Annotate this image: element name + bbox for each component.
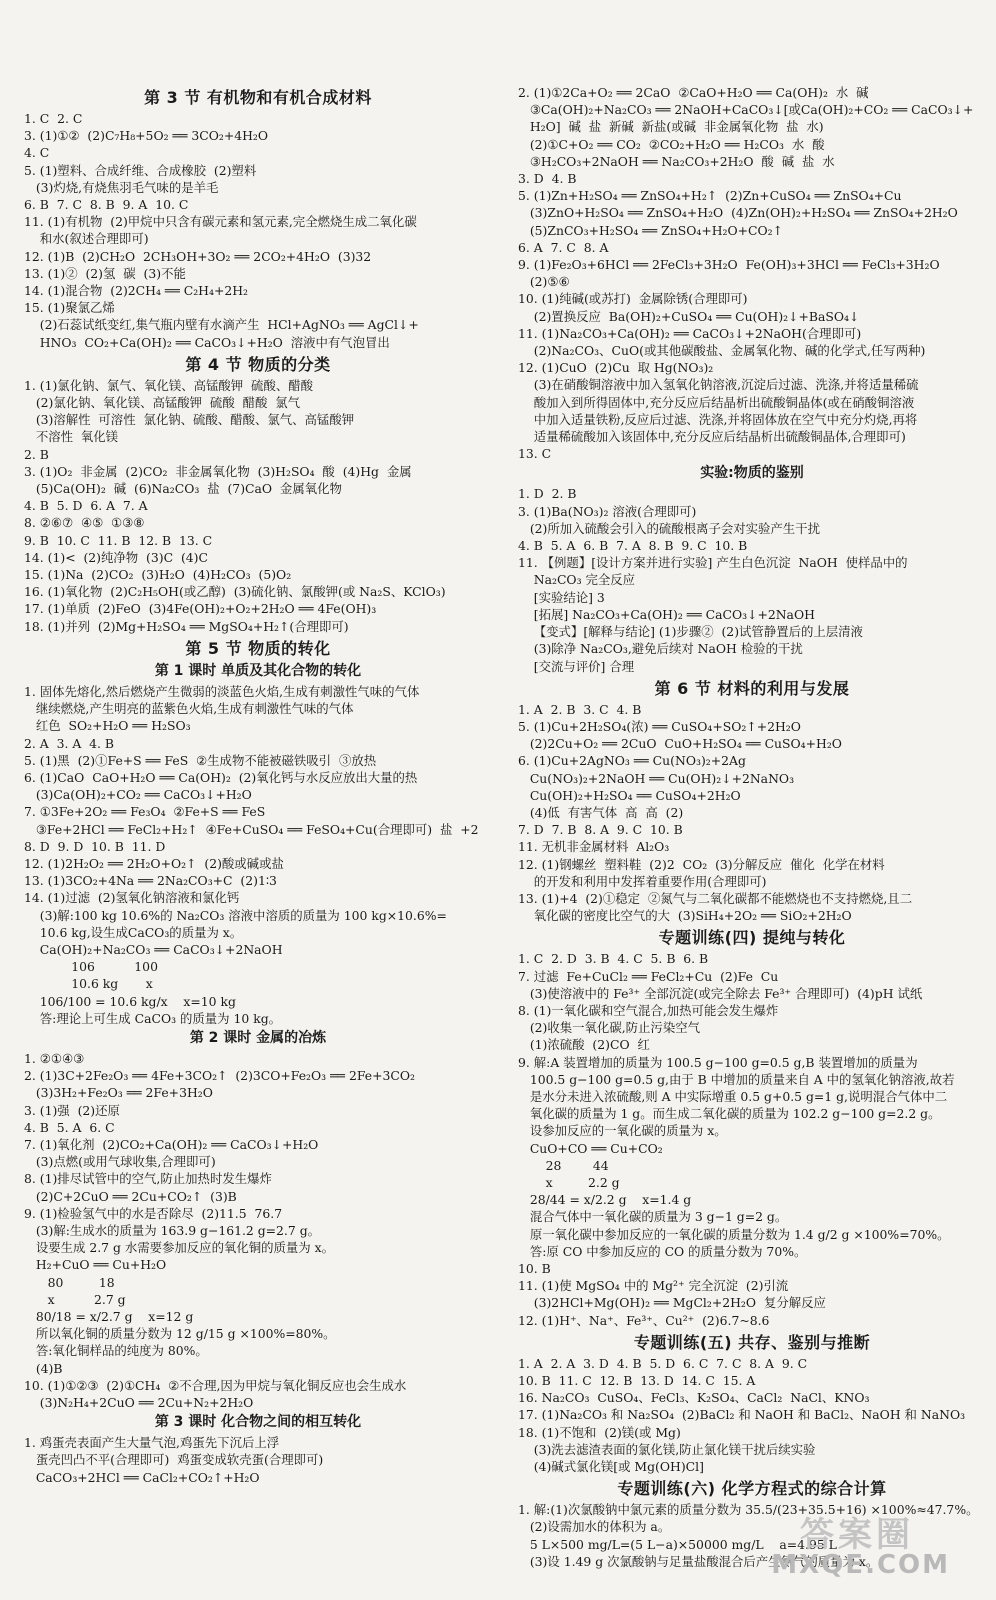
answer-line: 16. (1)氧化物 (2)C₂H₅OH(或乙醇) (3)硫化钠、氯酸钾(或 Na₂S、KClO₃): [24, 584, 446, 600]
answer-line: 的开发和利用中发挥着重要作用(合理即可): [518, 873, 767, 889]
answer-line: Cu(OH)₂+H₂SO₄ ══ CuSO₄+2H₂O: [518, 787, 741, 803]
answer-line: (2)氯化钠、氧化镁、高锰酸钾 硫酸 醋酸 氯气: [24, 395, 301, 411]
answer-line: 1. C 2. D 3. B 4. C 5. B 6. B: [518, 951, 709, 967]
answer-line: 所以氧化铜的质量分数为 12 g/15 g ×100%=80%。: [24, 1326, 336, 1342]
answer-line: 12. (1)钢螺丝 塑料鞋 (2)2 CO₂ (3)分解反应 催化 化学在材料: [518, 856, 885, 872]
answer-line: 1. A 2. B 3. C 4. B: [518, 701, 642, 717]
answer-line: 中加入适量铁粉,反应后过滤、洗涤,并将固体放在空气中充分灼烧,再将: [518, 411, 918, 427]
answer-line: 1. 固体先熔化,然后燃烧产生微弱的淡蓝色火焰,生成有刺激性气味的气体: [24, 683, 420, 699]
answer-line: 17. (1)Na₂CO₃ 和 Na₂SO₄ (2)BaCl₂ 和 NaOH 和 BaCl₂、NaOH 和 NaNO₃: [518, 1407, 966, 1423]
answer-line: 28 44: [518, 1157, 609, 1173]
answer-line: 12. (1)H⁺、Na⁺、Fe³⁺、Cu²⁺ (2)6.7~8.6: [518, 1312, 770, 1328]
answer-line: 4. B 5. A 6. C: [24, 1119, 115, 1135]
answer-line: 18. (1)并列 (2)Mg+H₂SO₄ ══ MgSO₄+H₂↑(合理即可): [24, 618, 349, 634]
answer-line: 9. 解:A 装置增加的质量为 100.5 g−100 g=0.5 g,B 装置增加的质量为: [518, 1054, 918, 1070]
answer-line: 9. B 10. C 11. B 12. B 13. C: [24, 532, 213, 548]
answer-line: 红色 SO₂+H₂O ══ H₂SO₃: [24, 718, 191, 734]
answer-line: 7. ①3Fe+2O₂ ══ Fe₃O₄ ②Fe+S ══ FeS: [24, 804, 266, 820]
answer-line: (2)石蕊试纸变红,集气瓶内壁有水滴产生 HCl+AgNO₃ ══ AgCl↓+: [24, 317, 419, 333]
watermark-logo: [764, 1504, 974, 1578]
watermark-logo-text: 答案圈: [800, 1514, 914, 1555]
answer-line: 1. C 2. C: [24, 111, 83, 126]
answer-line: (5)ZnCO₃+H₂SO₄ ══ ZnSO₄+H₂O+CO₂↑: [518, 222, 784, 238]
answer-line: 2. B: [24, 446, 49, 462]
answer-line: (3)解:生成水的质量为 163.9 g−161.2 g=2.7 g。: [24, 1222, 321, 1238]
section-heading: 第 1 课时 单质及其化合物的转化: [154, 662, 362, 679]
answer-line: 5 L×500 mg/L=(5 L−a)×50000 mg/L a=4.95 L: [518, 1536, 837, 1552]
answer-line: 设要生成 2.7 g 水需要参加反应的氧化铜的质量为 x。: [24, 1240, 335, 1256]
answer-line: 13. (1)+4 (2)①稳定 ②氮气与二氧化碳都不能燃烧也不支持燃烧,且二: [518, 890, 913, 906]
answer-line: 答:原 CO 中参加反应的 CO 的质量分数为 70%。: [518, 1243, 807, 1259]
answer-line: 3. (1)O₂ 非金属 (2)CO₂ 非金属氧化物 (3)H₂SO₄ 酸 (4)Hg 金属: [24, 463, 412, 479]
answer-line: (3)2HCl+Mg(OH)₂ ══ MgCl₂+2H₂O 复分解反应: [518, 1295, 826, 1311]
answer-line: 7. (1)氧化剂 (2)CO₂+Ca(OH)₂ ══ CaCO₃↓+H₂O: [24, 1136, 319, 1152]
answer-line: (2)C+2CuO ══ 2Cu+CO₂↑ (3)B: [24, 1188, 237, 1204]
answer-line: 2. (1)3C+2Fe₂O₃ ══ 4Fe+3CO₂↑ (2)3CO+Fe₂O₃ ══ 2Fe+3CO₂: [24, 1068, 415, 1084]
answer-line: (4)低 有害气体 高 高 (2): [518, 804, 684, 820]
answer-line: (3)解:100 kg 10.6%的 Na₂CO₃ 溶液中溶质的质量为 100 kg×10.6%=: [24, 907, 447, 923]
answer-line: 106/100 = 10.6 kg/x x=10 kg: [24, 993, 236, 1009]
answer-line: (2)Na₂CO₃、CuO(或其他碳酸盐、金属氧化物、碱的化学式,任写两种): [518, 343, 926, 359]
answer-line: 6. (1)CaO CaO+H₂O ══ Ca(OH)₂ (2)氧化钙与水反应放出大量的热: [24, 769, 418, 785]
answer-line: 14. (1)< (2)纯净物 (3)C (4)C: [24, 549, 208, 565]
answer-line: HNO₃ CO₂+Ca(OH)₂ ══ CaCO₃↓+H₂O 溶液中有气泡冒出: [24, 334, 390, 350]
watermark-site-text: MXQE.COM: [771, 1549, 950, 1580]
answer-line: 11. 【例题】[设计方案并进行实验] 产生白色沉淀 NaOH 使样品中的: [518, 555, 908, 571]
section-heading: 实验:物质的鉴别: [700, 465, 804, 482]
answer-line: (3)灼烧,有烧焦羽毛气味的是羊毛: [24, 179, 219, 195]
right-column: [518, 84, 986, 1570]
answer-line: 答:氧化铜样品的纯度为 80%。: [24, 1343, 208, 1359]
answer-line: 2. (1)①2Ca+O₂ ══ 2CaO ②CaO+H₂O ══ Ca(OH)₂ 水 碱: [518, 85, 869, 100]
answer-line: x 2.7 g: [24, 1291, 126, 1307]
answer-line: 6. B 7. C 8. B 9. A 10. C: [24, 197, 189, 213]
answer-line: ③Fe+2HCl ══ FeCl₂+H₂↑ ④Fe+CuSO₄ ══ FeSO₄+Cu(合理即可) 盐 +2: [24, 821, 479, 837]
answer-line: 16. Na₂CO₃ CuSO₄、FeCl₃、K₂SO₄、CaCl₂ NaCl、KNO₃: [518, 1390, 870, 1406]
answer-line: (3)ZnO+H₂SO₄ ══ ZnSO₄+H₂O (4)Zn(OH)₂+H₂SO₄ ══ ZnSO₄+2H₂O: [518, 205, 958, 221]
answer-line: CuO+CO ══ Cu+CO₂: [518, 1140, 663, 1156]
answer-line: 10. (1)①②③ (2)①CH₄ ②不合理,因为甲烷与氧化铜反应也会生成水: [24, 1377, 407, 1393]
answer-line: 15. (1)Na (2)CO₂ (3)H₂O (4)H₂CO₃ (5)O₂: [24, 567, 292, 583]
answer-line: Ca(OH)₂+Na₂CO₃ ══ CaCO₃↓+2NaOH: [24, 941, 283, 957]
answer-line: 5. (1)黑 (2)①Fe+S ══ FeS ②生成物不能被磁铁吸引 ③放热: [24, 752, 377, 768]
answer-line: (3)洗去滤渣表面的氯化镁,防止氯化镁干扰后续实验: [518, 1441, 816, 1457]
answer-line: 3. (1)①② (2)C₇H₈+5O₂ ══ 3CO₂+4H₂O: [24, 128, 269, 144]
answer-line: 28/44 = x/2.2 g x=1.4 g: [518, 1192, 692, 1208]
answer-line: [交流与评价] 合理: [518, 658, 635, 674]
answer-line: 14. (1)过滤 (2)氢氧化钠溶液和氯化钙: [24, 890, 240, 906]
answer-line: 4. C: [24, 145, 50, 161]
answer-line: 106 100: [24, 959, 158, 975]
answer-line: (3)Ca(OH)₂+CO₂ ══ CaCO₃↓+H₂O: [24, 787, 252, 803]
answer-line: 11. (1)Na₂CO₃+Ca(OH)₂ ══ CaCO₃↓+2NaOH(合理即可): [518, 325, 862, 341]
section-heading: 第 5 节 物质的转化: [185, 638, 331, 658]
answer-line: 3. (1)Ba(NO₃)₂ 溶液(合理即可): [518, 503, 697, 519]
answer-line: 10. B 11. C 12. B 13. D 14. C 15. A: [518, 1373, 756, 1389]
answer-line: (2)所加入硫酸会引入的硫酸根离子会对实验产生干扰: [518, 520, 820, 536]
answer-line: 1. 鸡蛋壳表面产生大量气泡,鸡蛋先下沉后上浮: [24, 1435, 280, 1451]
answer-line: 17. (1)单质 (2)FeO (3)4Fe(OH)₂+O₂+2H₂O ══ 4Fe(OH)₃: [24, 601, 377, 617]
answer-line: ③Ca(OH)₂+Na₂CO₃ ══ 2NaOH+CaCO₃↓[或Ca(OH)₂+CO₂ ══ CaCO₃↓+: [518, 102, 974, 118]
answer-line: (3)使溶液中的 Fe³⁺ 全部沉淀(或完全除去 Fe³⁺ 合理即可) (4)pH 试纸: [518, 985, 923, 1001]
answer-line: (3)N₂H₄+2CuO ══ 2Cu+N₂+2H₂O: [24, 1395, 254, 1411]
answer-line: 5. (1)Cu+2H₂SO₄(浓) ══ CuSO₄+SO₂↑+2H₂O: [518, 718, 801, 734]
answer-line: 100.5 g−100 g=0.5 g,由于 B 中增加的质量来自 A 中的氢氧化钠溶液,故若: [518, 1071, 955, 1087]
section-heading: 第 3 节 有机物和有机合成材料: [144, 88, 372, 107]
answer-line: [实验结论] 3: [518, 589, 605, 605]
answer-line: 继续燃烧,产生明亮的蓝紫色火焰,生成有刺激性气味的气体: [24, 701, 354, 717]
answer-line: (3)在硝酸铜溶液中加入氢氧化钠溶液,沉淀后过滤、洗涤,并将适量稀硫: [518, 377, 919, 393]
answer-line: 氧化碳的质量为 1 g。而生成二氧化碳的质量为 102.2 g−100 g=2.2 g。: [518, 1106, 941, 1122]
answer-line: 18. (1)不饱和 (2)镁(或 Mg): [518, 1424, 681, 1440]
answer-line: 12. (1)CuO (2)Cu 取 Hg(NO₃)₂: [518, 360, 714, 376]
answer-line: (4)碱式氯化镁[或 Mg(OH)Cl]: [518, 1459, 704, 1475]
answer-line: (3)溶解性 可溶性 氯化钠、硫酸、醋酸、氯气、高锰酸钾: [24, 412, 355, 428]
answer-line: (1)浓硫酸 (2)CO 红: [518, 1037, 650, 1053]
answer-line: H₂O] 碱 盐 新碱 新盐(或碱 非金属氧化物 盐 水): [518, 119, 824, 135]
answer-line: 是水分未进入浓硫酸,则 A 中实际增重 0.5 g+0.5 g=1 g,说明混合气体中二: [518, 1088, 948, 1104]
answer-line: 10.6 kg x: [24, 976, 153, 992]
answer-line: 13. C: [518, 446, 552, 462]
answer-line: 6. A 7. C 8. A: [518, 239, 609, 255]
section-heading: 第 4 节 物质的分类: [185, 354, 331, 374]
answer-line: 80 18: [24, 1274, 115, 1290]
answer-line: 10.6 kg,设生成CaCO₃的质量为 x。: [24, 924, 243, 940]
answer-line: (2)设需加水的体积为 a。: [518, 1519, 671, 1535]
answer-line: 15. (1)聚氯乙烯: [24, 300, 115, 316]
answer-line: 12. (1)2H₂O₂ ══ 2H₂O+O₂↑ (2)酸或碱或盐: [24, 855, 284, 871]
answer-line: (3)除净 Na₂CO₃,避免后续对 NaOH 检验的干扰: [518, 641, 803, 657]
answer-line: 1. A 2. A 3. D 4. B 5. D 6. C 7. C 8. A 9. C: [518, 1355, 808, 1371]
answer-line: 13. (1)3CO₂+4Na ══ 2Na₂CO₃+C (2)1∶3: [24, 873, 277, 889]
answer-line: 4. B 5. D 6. A 7. A: [24, 498, 148, 514]
answer-line: (2)①C+O₂ ══ CO₂ ②CO₂+H₂O ══ H₂CO₃ 水 酸: [518, 136, 825, 152]
answer-line: 酸加入到所得固体中,充分反应后结晶析出硫酸铜晶体(或在硝酸铜溶液: [518, 394, 915, 410]
answer-line: (4)B: [24, 1360, 63, 1376]
answer-line: 适量稀硫酸加入该固体中,充分反应后结晶析出硫酸铜晶体,合理即可): [518, 429, 906, 445]
answer-line: 8. ②⑥⑦ ④⑤ ①③⑧: [24, 515, 145, 531]
answer-line: 3. D 4. B: [518, 171, 577, 187]
answer-line: 1. (1)氯化钠、氯气、氧化镁、高锰酸钾 硫酸、醋酸: [24, 377, 314, 393]
answer-line: 13. (1)② (2)氢 碳 (3)不能: [24, 265, 186, 281]
answer-line: 3. (1)强 (2)还原: [24, 1102, 120, 1118]
answer-line: 12. (1)B (2)CH₂O 2CH₃OH+3O₂ ══ 2CO₂+4H₂O (3)32: [24, 248, 372, 264]
answer-line: 11. 无机非金属材料 Al₂O₃: [518, 839, 670, 855]
answer-line: 氧化碳的密度比空气的大 (3)SiH₄+2O₂ ══ SiO₂+2H₂O: [518, 908, 852, 924]
answer-line: 设参加反应的一氧化碳的质量为 x。: [518, 1123, 727, 1139]
answer-line: 9. (1)检验氢气中的水是否除尽 (2)11.5 76.7: [24, 1205, 283, 1221]
answer-line: [拓展] Na₂CO₃+Ca(OH)₂ ══ CaCO₃↓+2NaOH: [518, 606, 815, 622]
answer-line: 7. D 7. B 8. A 9. C 10. B: [518, 822, 683, 838]
answer-line: 7. 过滤 Fe+CuCl₂ ══ FeCl₂+Cu (2)Fe Cu: [518, 968, 779, 984]
answer-line: CaCO₃+2HCl ══ CaCl₂+CO₂↑+H₂O: [24, 1469, 260, 1485]
answer-line: 5. (1)Zn+H₂SO₄ ══ ZnSO₄+H₂↑ (2)Zn+CuSO₄ ══ ZnSO₄+Cu: [518, 188, 902, 204]
section-heading: 专题训练(四) 提纯与转化: [658, 928, 846, 948]
section-heading: 第 6 节 材料的利用与发展: [654, 678, 850, 698]
answer-line: (2)2Cu+O₂ ══ 2CuO CuO+H₂SO₄ ══ CuSO₄+H₂O: [518, 736, 842, 752]
answer-line: 5. (1)塑料、合成纤维、合成橡胶 (2)塑料: [24, 162, 257, 178]
answer-line: 答:理论上可生成 CaCO₃ 的质量为 10 kg。: [24, 1010, 282, 1026]
answer-line: 1. 解:(1)次氯酸钠中氯元素的质量分数为 35.5/(23+35.5+16) ×100%≈47.7%。: [518, 1502, 979, 1518]
answer-line: (5)Ca(OH)₂ 碱 (6)Na₂CO₃ 盐 (7)CaO 金属氧化物: [24, 481, 342, 497]
section-heading: 专题训练(六) 化学方程式的综合计算: [617, 1479, 887, 1499]
answer-line: (2)置换反应 Ba(OH)₂+CuSO₄ ══ Cu(OH)₂↓+BaSO₄↓: [518, 308, 860, 324]
answer-line: 11. (1)使 MgSO₄ 中的 Mg²⁺ 完全沉淀 (2)引流: [518, 1278, 789, 1294]
section-heading: 第 3 课时 化合物之间的相互转化: [154, 1414, 362, 1431]
answer-line: Cu(NO₃)₂+2NaOH ══ Cu(OH)₂↓+2NaNO₃: [518, 770, 795, 786]
answer-line: (2)⑤⑥: [518, 274, 570, 290]
answer-line: Na₂CO₃ 完全反应: [518, 572, 636, 588]
answer-line: 10. B: [518, 1261, 551, 1276]
answer-line: 【变式】[解释与结论] (1)步骤② (2)试管静置后的上层清液: [518, 624, 863, 640]
answer-line: (3)设 1.49 g 次氯酸钠与足量盐酸混合后产生氯气的质量为 x。: [518, 1553, 879, 1569]
answer-line: (2)收集一氧化碳,防止污染空气: [518, 1020, 700, 1036]
answer-line: 14. (1)混合物 (2)2CH₄ ══ C₂H₄+2H₂: [24, 283, 248, 299]
left-column: [24, 84, 492, 1486]
answer-line: 蛋壳凹凸不平(合理即可) 鸡蛋变成软壳蛋(合理即可): [24, 1452, 324, 1468]
answer-line: 8. D 9. D 10. B 11. D: [24, 838, 166, 854]
answer-line: 原一氧化碳中参加反应的一氧化碳的质量分数为 1.4 g/2 g ×100%=70%。: [518, 1226, 950, 1242]
answer-line: ③H₂CO₃+2NaOH ══ Na₂CO₃+2H₂O 酸 碱 盐 水: [518, 153, 835, 169]
answer-line: 2. A 3. A 4. B: [24, 735, 115, 751]
answer-line: 1. D 2. B: [518, 486, 577, 502]
answer-line: x 2.2 g: [518, 1174, 620, 1190]
section-heading: 专题训练(五) 共存、鉴别与推断: [633, 1332, 871, 1352]
answer-line: 6. (1)Cu+2AgNO₃ ══ Cu(NO₃)₂+2Ag: [518, 753, 746, 769]
answer-line: (3)点燃(或用气球收集,合理即可): [24, 1154, 216, 1170]
answer-line: 混合气体中一氧化碳的质量为 3 g−1 g=2 g。: [518, 1209, 788, 1225]
answer-line: 10. (1)纯碱(或苏打) 金属除锈(合理即可): [518, 291, 748, 307]
answer-line: 9. (1)Fe₂O₃+6HCl ══ 2FeCl₃+3H₂O Fe(OH)₃+3HCl ══ FeCl₃+3H₂O: [518, 257, 940, 273]
answer-line: 8. (1)一氧化碳和空气混合,加热可能会发生爆炸: [518, 1002, 779, 1018]
answer-line: 不溶性 氧化镁: [24, 429, 119, 445]
section-heading: 第 2 课时 金属的冶炼: [189, 1029, 327, 1046]
answer-line: H₂+CuO ══ Cu+H₂O: [24, 1257, 167, 1273]
answer-line: 4. B 5. A 6. B 7. A 8. B 9. C 10. B: [518, 538, 748, 554]
answer-line: 和水(叙述合理即可): [24, 231, 149, 247]
answer-line: 80/18 = x/2.7 g x=12 g: [24, 1309, 194, 1324]
answer-line: 8. (1)排尽试管中的空气,防止加热时发生爆炸: [24, 1171, 272, 1187]
answer-line: 11. (1)有机物 (2)甲烷中只含有碳元素和氢元素,完全燃烧生成二氧化碳: [24, 214, 417, 230]
answer-line: 1. ②①④③: [24, 1050, 85, 1066]
answer-line: (3)3H₂+Fe₂O₃ ══ 2Fe+3H₂O: [24, 1085, 213, 1101]
